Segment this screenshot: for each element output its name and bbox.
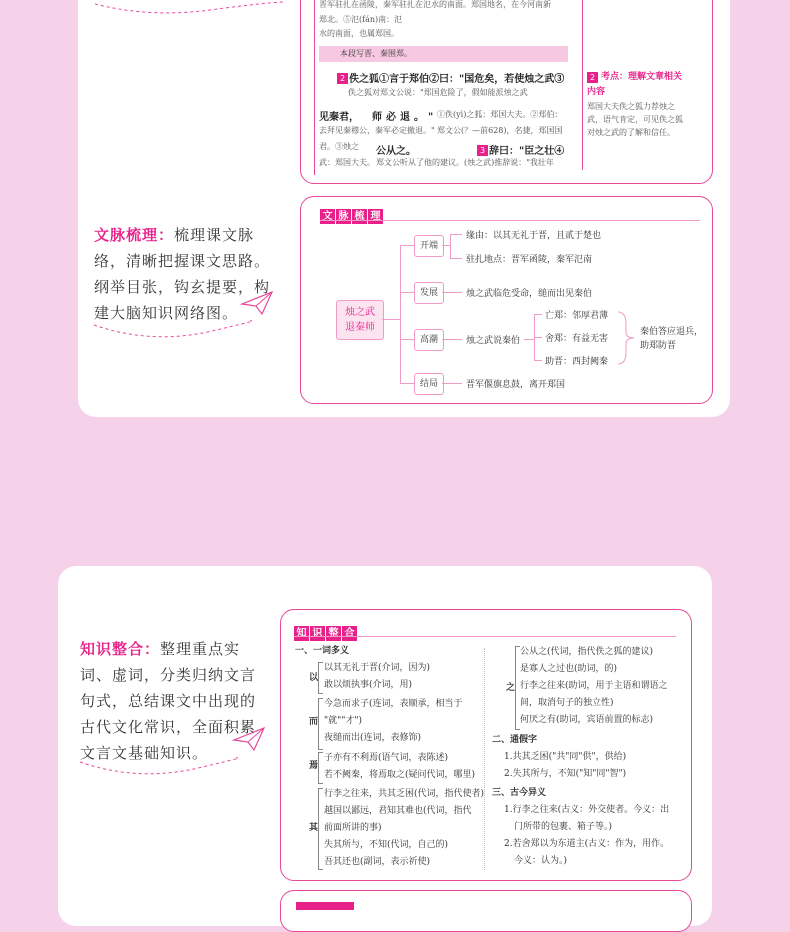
zhi-item-4: 间，取消句子的独立性) <box>520 698 614 708</box>
link-fazhan-item <box>442 292 462 293</box>
link-kaiduan-items <box>442 245 450 246</box>
gaochao-sub-2: 舍郑：有益无害 <box>545 334 609 344</box>
passage-top-line3: 水的南面，也属郑国。 <box>319 29 399 38</box>
er-item-2: "就""才") <box>324 716 363 726</box>
yan-item-1: 子亦有不利焉(语气词，表陈述) <box>324 753 449 763</box>
knowledge-tag-underline <box>294 636 676 637</box>
knowledge-h3: 三、古今异义 <box>492 788 547 798</box>
para2-trans2: 去拜见秦穆公，秦军必定撤退。" <box>319 126 435 135</box>
section1-title: 文脉梳理： <box>94 226 175 244</box>
knowledge-column-divider <box>484 648 485 870</box>
zhi-item-2: 是寡人之过也(助词，的) <box>520 664 618 674</box>
knowledge-tag: 知 识 整 合 <box>294 621 358 641</box>
qi-item-4: 失其所与，不知(代词，自己的) <box>324 840 449 850</box>
note-band-text: 本段写晋、秦围郑。 <box>340 49 412 58</box>
link-jieju <box>400 383 414 384</box>
gujin-2: 门所带的包裹、箱子等。) <box>514 822 613 832</box>
gujin-1: 1.行李之往来(古义：外交使者。今义：出 <box>504 805 670 815</box>
side-note-text: 郑国大夫佚之狐力荐烛之武，语气肯定，可见佚之狐对烛之武的了解和信任。 <box>587 102 683 137</box>
node-kaiduan: 开端 <box>414 235 444 257</box>
yan-item-2: 若不阙秦，将焉取之(疑问代词，哪里) <box>324 770 476 780</box>
link-gaochao <box>400 339 414 340</box>
qi-char: 其 <box>309 823 319 833</box>
para2-trans1: 佚之狐对郑文公说："郑国危险了，假如能派烛之武 <box>348 88 528 97</box>
link-jieju-item <box>442 383 462 384</box>
fazhan-item: 烛之武临危受命，缒而出见秦伯 <box>466 289 593 299</box>
node-jieju: 结局 <box>414 373 444 395</box>
gujin-3: 2.若舍郑以为东道主(古义：作为，用作。 <box>504 839 670 849</box>
mindmap-tag-underline <box>320 220 700 221</box>
gaochao-item: 烛之武说秦伯 <box>466 336 521 346</box>
para2-line2a: 见秦君， <box>319 112 359 123</box>
paper-plane-icon <box>240 290 274 316</box>
yi-item-2: 敢以烦执事(介词，用) <box>324 680 413 690</box>
bracket-kaiduan <box>450 234 451 258</box>
yan-char: 焉 <box>309 761 319 771</box>
decorative-dashed-curve <box>92 315 252 345</box>
para2-line3: 公从之。 <box>376 146 416 157</box>
mindmap-trunk <box>400 245 401 383</box>
passage-top-line1: 晋军驻扎在函陵，秦军驻扎在氾水的南面。郑国地名，在今河南新 <box>319 0 551 9</box>
qi-item-3: 前面所讲的事) <box>324 823 382 833</box>
next-box <box>280 890 692 932</box>
zhi-item-1: 公从之(代词，指代佚之狐的建议) <box>520 647 654 657</box>
gaochao-result-1: 秦伯答应退兵， <box>640 327 704 337</box>
para2-marker: 2 <box>337 73 348 84</box>
qi-item-5: 吾其还也(副词，表示祈使) <box>324 857 431 867</box>
knowledge-h2: 二、通假字 <box>492 735 538 745</box>
knowledge-h1: 一、一词多义 <box>295 646 350 656</box>
mindmap-root: 烛之武退秦师 <box>336 300 384 340</box>
qi-item-2: 越国以鄙远，君知其难也(代词，指代 <box>324 806 472 816</box>
yan-bracket <box>318 752 323 784</box>
gujin-4: 今义：认为。) <box>514 856 568 866</box>
para2-note2: 郑文公(？—前628)，名捷，郑国国 <box>437 126 563 135</box>
zhi-item-5: 何厌之有(助词，宾语前置的标志) <box>520 715 654 725</box>
zhi-char: 之 <box>506 683 516 693</box>
para2-note1: ①佚(yì)之狐：郑国大夫。②郑伯： <box>437 110 563 119</box>
side-note-marker: 2 <box>587 72 598 83</box>
yi-bracket <box>318 662 323 694</box>
passage-divider-left <box>314 0 315 175</box>
para2-note3: 君。③烛之 <box>319 142 359 151</box>
link-kaiduan-1 <box>450 234 462 235</box>
tongjia-2: 2.失其所与，不知("知"同"智") <box>504 769 627 779</box>
gaochao-sub-3: 助晋：西封阙秦 <box>545 357 609 367</box>
decorative-swirl <box>90 0 290 20</box>
paper-plane-icon-2 <box>232 726 266 752</box>
para2-line4: 辞曰："臣之壮④ <box>489 146 565 157</box>
tongjia-1: 1.共其乏困("共"同"供"，供给) <box>504 752 627 762</box>
para2-line1: 佚之狐①言于郑伯②曰："国危矣，若使烛之武③ <box>349 74 565 85</box>
node-gaochao: 高潮 <box>414 329 444 351</box>
zhi-item-3: 行李之往来(助词，用于主语和谓语之 <box>520 681 668 691</box>
section1-text: 梳理课文脉络，清晰把握课文思路。纲举目张，钩玄提要，构建大脑知识网络图。 <box>94 226 271 322</box>
er-bracket <box>318 698 323 750</box>
er-item-3: 夜缒而出(连词，表修饰) <box>324 733 422 743</box>
passage-divider <box>582 0 583 170</box>
yi-item-1: 以其无礼于晋(介词，因为) <box>324 663 431 673</box>
node-fazhan: 发展 <box>414 282 444 304</box>
link-sub-1 <box>534 314 542 315</box>
mindmap-root-link <box>382 319 400 320</box>
link-kaiduan <box>400 245 414 246</box>
qi-bracket <box>318 788 323 870</box>
link-gaochao-sub <box>524 339 534 340</box>
gaochao-result-2: 助郑防晋 <box>640 341 677 351</box>
qi-item-1: 行李之往来，共其乏困(代词，指代使者) <box>324 789 485 799</box>
kaiduan-item-1: 缘由：以其无礼于晋，且贰于楚也 <box>466 231 602 241</box>
link-gaochao-item <box>442 339 462 340</box>
kaiduan-item-2: 驻扎地点：晋军函陵，秦军氾南 <box>466 255 593 265</box>
bracket-result <box>616 310 636 366</box>
para2-trans3: 武：郑国大夫。 <box>319 158 375 167</box>
section2-text: 整理重点实词、虚词，分类归纳文言句式，总结课文中出现的古代文化常识，全面积累文言文基础知识。 <box>80 640 257 762</box>
jieju-item: 晋军偃旗息鼓，离开郑国 <box>466 380 566 390</box>
para2-marker2: 3 <box>477 145 488 156</box>
decorative-dashed-curve-2 <box>78 752 238 782</box>
side-note-title: 考点：理解文章相关内容 <box>587 72 683 97</box>
para2-trans4: 郑文公听从了他的建议。(烛之武)推辞说："我壮年 <box>376 158 554 167</box>
passage-top-line2: 郑北。⑤氾(fán)南：氾 <box>319 15 403 24</box>
link-kaiduan-2 <box>450 258 462 259</box>
er-item-1: 今急而求子(连词，表顺承，相当于 <box>324 699 463 709</box>
er-char: 而 <box>309 717 319 727</box>
link-sub-3 <box>534 360 542 361</box>
para2-line2b: 师必退。" <box>372 112 438 123</box>
mindmap-tag: 文 脉 梳 理 <box>320 204 384 224</box>
yi-char: 以 <box>309 673 319 683</box>
section2-title: 知识整合： <box>80 640 161 658</box>
gaochao-sub-1: 亡郑：邻厚君薄 <box>545 311 609 321</box>
link-fazhan <box>400 292 414 293</box>
link-sub-2 <box>534 337 542 338</box>
